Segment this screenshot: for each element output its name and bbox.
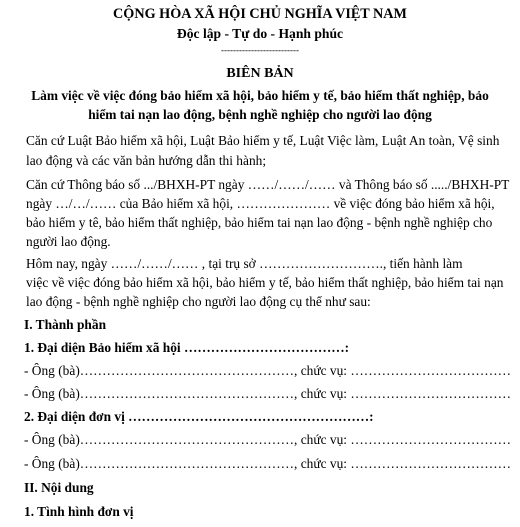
unit-representative-heading: 2. Đại diện đơn vị ………………………………………………: bbox=[24, 409, 374, 424]
social-insurance-representative-1: - Ông (bà)…………………………………………, chức vụ: ……………………………… bbox=[24, 363, 512, 378]
basis-paragraph-2-line-3: bảo hiểm y tê, bảo hiểm thất nghiệp, bảo hiểm tai nạn lao động - bệnh nghề nghiệp cho bbox=[26, 215, 493, 230]
unit-situation-heading: 1. Tình hình đơn vị bbox=[24, 504, 134, 519]
basis-paragraph-1-line-1: Căn cứ Luật Bảo hiểm xã hội, Luật Bảo hiểm y tế, Luật Việc làm, Luật An toàn, Vệ sinh bbox=[26, 133, 500, 148]
meeting-paragraph-line-2: việc về việc đóng bảo hiểm xã hội, bảo hiểm y tế, bảo hiểm thất nghiệp, bảo hiểm tai nạn bbox=[26, 275, 504, 290]
national-motto: Độc lập - Tự do - Hạnh phúc bbox=[176, 26, 344, 41]
document-title: BIÊN BẢN bbox=[226, 66, 294, 81]
social-insurance-representative-heading: 1. Đại diện Bảo hiểm xã hội ………………………………: bbox=[24, 340, 350, 355]
meeting-paragraph-line-3: lao động - bệnh nghề nghiệp cho người lao động cụ thể như sau: bbox=[26, 294, 371, 309]
basis-paragraph-2-line-4: người lao động. bbox=[26, 234, 111, 249]
document-subtitle-line-1: Làm việc về việc đóng bảo hiểm xã hội, bảo hiểm y tế, bảo hiểm thất nghiệp, bảo bbox=[31, 88, 489, 103]
header-divider: -------------------------- bbox=[221, 45, 299, 55]
basis-paragraph-1-line-2: lao động và các văn bản hướng dẫn thi hành; bbox=[26, 153, 267, 168]
unit-representative-2: - Ông (bà)…………………………………………, chức vụ: ……………………………… bbox=[24, 456, 512, 471]
unit-representative-1: - Ông (bà)…………………………………………, chức vụ: ……………………………… bbox=[24, 432, 512, 447]
basis-paragraph-2-line-2: ngày …/…/…… của Bảo hiểm xã hội, ………………… về việc đóng bảo hiểm xã hội, bbox=[26, 196, 495, 211]
country-name: CỘNG HÒA XÃ HỘI CHỦ NGHĨA VIỆT NAM bbox=[113, 6, 407, 22]
section-1-heading: I. Thành phần bbox=[24, 317, 107, 332]
section-2-heading: II. Nội dung bbox=[24, 480, 94, 495]
basis-paragraph-2-line-1: Căn cứ Thông báo số .../BHXH-PT ngày ……/……/…… và Thông báo số ...../BHXH-PT bbox=[26, 177, 510, 192]
meeting-paragraph-line-1: Hôm nay, ngày ……/……/…… , tại trụ sở ………………………., tiến hành làm bbox=[26, 256, 463, 271]
document-subtitle-line-2: hiểm tai nạn lao động, bệnh nghề nghiệp cho người lao động bbox=[88, 107, 432, 122]
social-insurance-representative-2: - Ông (bà)…………………………………………, chức vụ: ……………………………… bbox=[24, 386, 512, 401]
